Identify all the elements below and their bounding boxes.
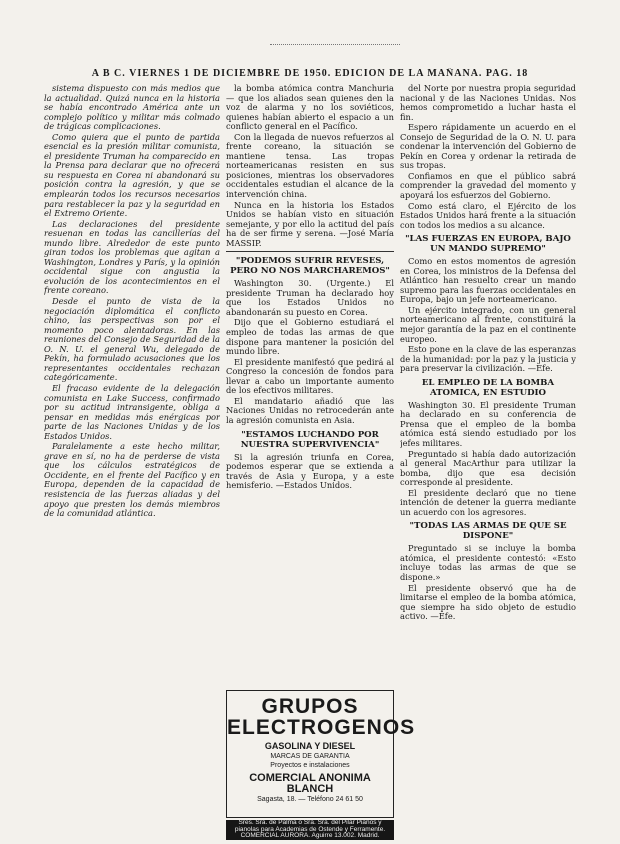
paragraph: la bomba atómica contra Manchuria — que los aliados sean quienes den la voz de alarma y no los soviéticos, quienes habían abierto el espacio a un conflicto general en el Pacífico. <box>226 84 394 132</box>
headline: "LAS FUERZAS EN EUROPA, BAJO UN MANDO SUPREMO" <box>405 234 571 255</box>
paragraph: Paralelamente a este hecho militar, grave en sí, no ha de perderse de vista que los cálculos estratégicos de Occidente, en el frente del Pacífico y en Europa, dependen de la capacidad de resistencia de las fuerzas aliadas y del apoyo que presten los demás miembros de la comunidad atlántica. <box>44 441 220 519</box>
paragraph: El presidente observó que ha de limitarse el empleo de la bomba atómica, que siempre ha sido objeto de estudio activo. —Efe. <box>400 582 576 622</box>
headline: "ESTAMOS LUCHANDO POR NUESTRA SUPERVIVENCIA" <box>240 429 380 450</box>
ad-line: GASOLINA Y DIESEL <box>264 741 356 751</box>
paragraph: Confiamos en que el público sabrá comprender la gravedad del momento y apoyará los esfuerzos del Gobierno. <box>400 170 576 201</box>
paragraph: Preguntado si se incluye la bomba atómica, el presidente contestó: «Esto incluye todas las armas de que se dispone.» <box>400 543 576 582</box>
top-margin-mark <box>270 44 400 55</box>
page-header: A B C. VIERNES 1 DE DICIEMBRE DE 1950. EDICION DE LA MAÑANA. PAG. 18 <box>91 68 529 79</box>
paragraph: Como está claro, el Ejército de los Estados Unidos hará frente a la situación con todos los medios a su alcance. <box>400 200 576 230</box>
paragraph: Nunca en la historia los Estados Unidos se habían visto en situación semejante, y por ello la actitud del país ha de ser firme y serena. —José María MASSIP. <box>226 199 394 248</box>
ad-line: GRUPOS <box>261 695 359 718</box>
paragraph: Si la agresión triunfa en Corea, podemos esperar que se extienda a través de Asia y Europa, y a este hemisferio. —Estados Unidos. <box>226 451 394 491</box>
ad-line: ELECTROGENOS <box>227 716 416 739</box>
paragraph: Washington 30. El presidente Truman ha declarado en su conferencia de Prensa que el empleo de la bomba atómica está siendo estudiado por los jefes militares. <box>400 399 576 448</box>
paragraph: El presidente declaró que no tiene intención de detener la guerra mediante un acuerdo con los agresores. <box>400 487 576 517</box>
column-left <box>44 84 220 829</box>
column-right <box>400 84 576 844</box>
paragraph: Washington 30. (Urgente.) El presidente Truman ha declarado hoy que los Estados Unidos no abandonarán su puesto en Corea. <box>226 278 394 317</box>
paragraph: El fracaso evidente de la delegación comunista en Lake Success, confirmado por su actitud intransigente, obliga a pensar en medidas más enérgicas por parte de las Naciones Unidas y de los Estados Unidos. <box>44 382 220 441</box>
paragraph: sistema dispuesto con más medios que la actualidad. Quizá nunca en la historia se había encontrado América ante un complejo político y militar más colmado de trágicas complicaciones. <box>44 84 220 132</box>
ad-line: Proyectos e instalaciones <box>270 762 350 769</box>
paragraph: Esto pone en la clave de las esperanzas de la humanidad: por la paz y la justicia y para preservar la civilización. —Efe. <box>400 344 576 374</box>
paragraph: del Norte por nuestra propia seguridad nacional y de las Naciones Unidas. Nos hemos comprometido a luchar hasta el fin. <box>400 84 576 122</box>
ad-address: Sagasta, 18. — Teléfono 24 61 50 <box>257 796 363 803</box>
paragraph: Como en estos momentos de agresión en Corea, los ministros de la Defensa del Atlántico han resuelto crear un mando supremo para las fuerzas occidentales en Europa, bajo un jefe norteamericano. <box>400 256 576 305</box>
divider <box>226 251 394 252</box>
advertisement-grupos-electrogenos <box>226 690 416 818</box>
paragraph: Las declaraciones del presidente resuenan en todas las cancillerías del mundo libre. Alrededor de este punto giran todos los problemas que agitan a Washington, Londres y París, y la opinión occidental sigue con angustia la evolución de los acontecimientos en el frente coreano. <box>44 218 220 296</box>
headline: "PODEMOS SUFRIR REVESES, PERO NO NOS MARCHAREMOS" <box>230 256 390 277</box>
paragraph: Desde el punto de vista de la negociación diplomática el conflicto chino, las perspectivas son por el momento poco alentadoras. En las reuniones del Consejo de Seguridad de la O. N. U. el general Wu, delegado de Pekín, ha formulado acusaciones que los representantes occidentales rechazan categóricamente. <box>44 296 220 383</box>
ad-line: MARCAS DE GARANTIA <box>270 753 350 760</box>
paragraph: Como quiera que el punto de partida esencial es la presión militar comunista, el presidente Truman ha comparecido en la Prensa para declarar que no ofrecerá su respuesta en Corea ni abandonará su posición contra la agresión, y que se emplearán todos los recursos necesarios para restablecer la paz y la seguridad en el Extremo Oriente. <box>44 131 220 219</box>
headline: "TODAS LAS ARMAS DE QUE SE DISPONE" <box>409 521 567 542</box>
paragraph: Dijo que el Gobierno estudiará el empleo de todas las armas de que dispone para mantener la posición del mundo libre. <box>226 317 394 357</box>
paragraph: Un ejército integrado, con un general norteamericano al frente, constituirá la mejor garantía de la paz en el continente europeo. <box>400 304 576 344</box>
column-center <box>226 84 394 504</box>
paragraph: Con la llegada de nuevos refuerzos al frente coreano, la situación se mantiene tensa. Las tropas norteamericanas resisten en sus posiciones, mientras los observadores occidentales estudian el alcance de la intervención china. <box>226 131 394 200</box>
paragraph: El mandatario añadió que las Naciones Unidas no retrocederán ante la agresión comunista en Asia. <box>226 395 394 425</box>
ad-company: COMERCIAL ANONIMA BLANCH <box>249 772 371 795</box>
headline: EL EMPLEO DE LA BOMBA ATOMICA, EN ESTUDIO <box>421 377 555 398</box>
paragraph: Preguntado si había dado autorización al general MacArthur para utilizar la bomba, dijo que esa decisión corresponde al presidente. <box>400 448 576 488</box>
paragraph: Espero rápidamente un acuerdo en el Consejo de Seguridad de la O. N. U. para condenar la intervención del Gobierno de Pekín en Corea y ordenar la retirada de sus tropas. <box>400 122 576 171</box>
advertisement-pianos: Sres. Sra. de Palma o Sra. Sra. del Pilar Pianos y pianolas para Academias de Ostende y Ferramente. COMERCIAL AURORA. Aguirre 13.002. Madrid. <box>226 820 394 840</box>
paragraph: El presidente manifestó que pedirá al Congreso la concesión de fondos para llevar a cabo un importante aumento de los efectivos militares. <box>226 356 394 396</box>
